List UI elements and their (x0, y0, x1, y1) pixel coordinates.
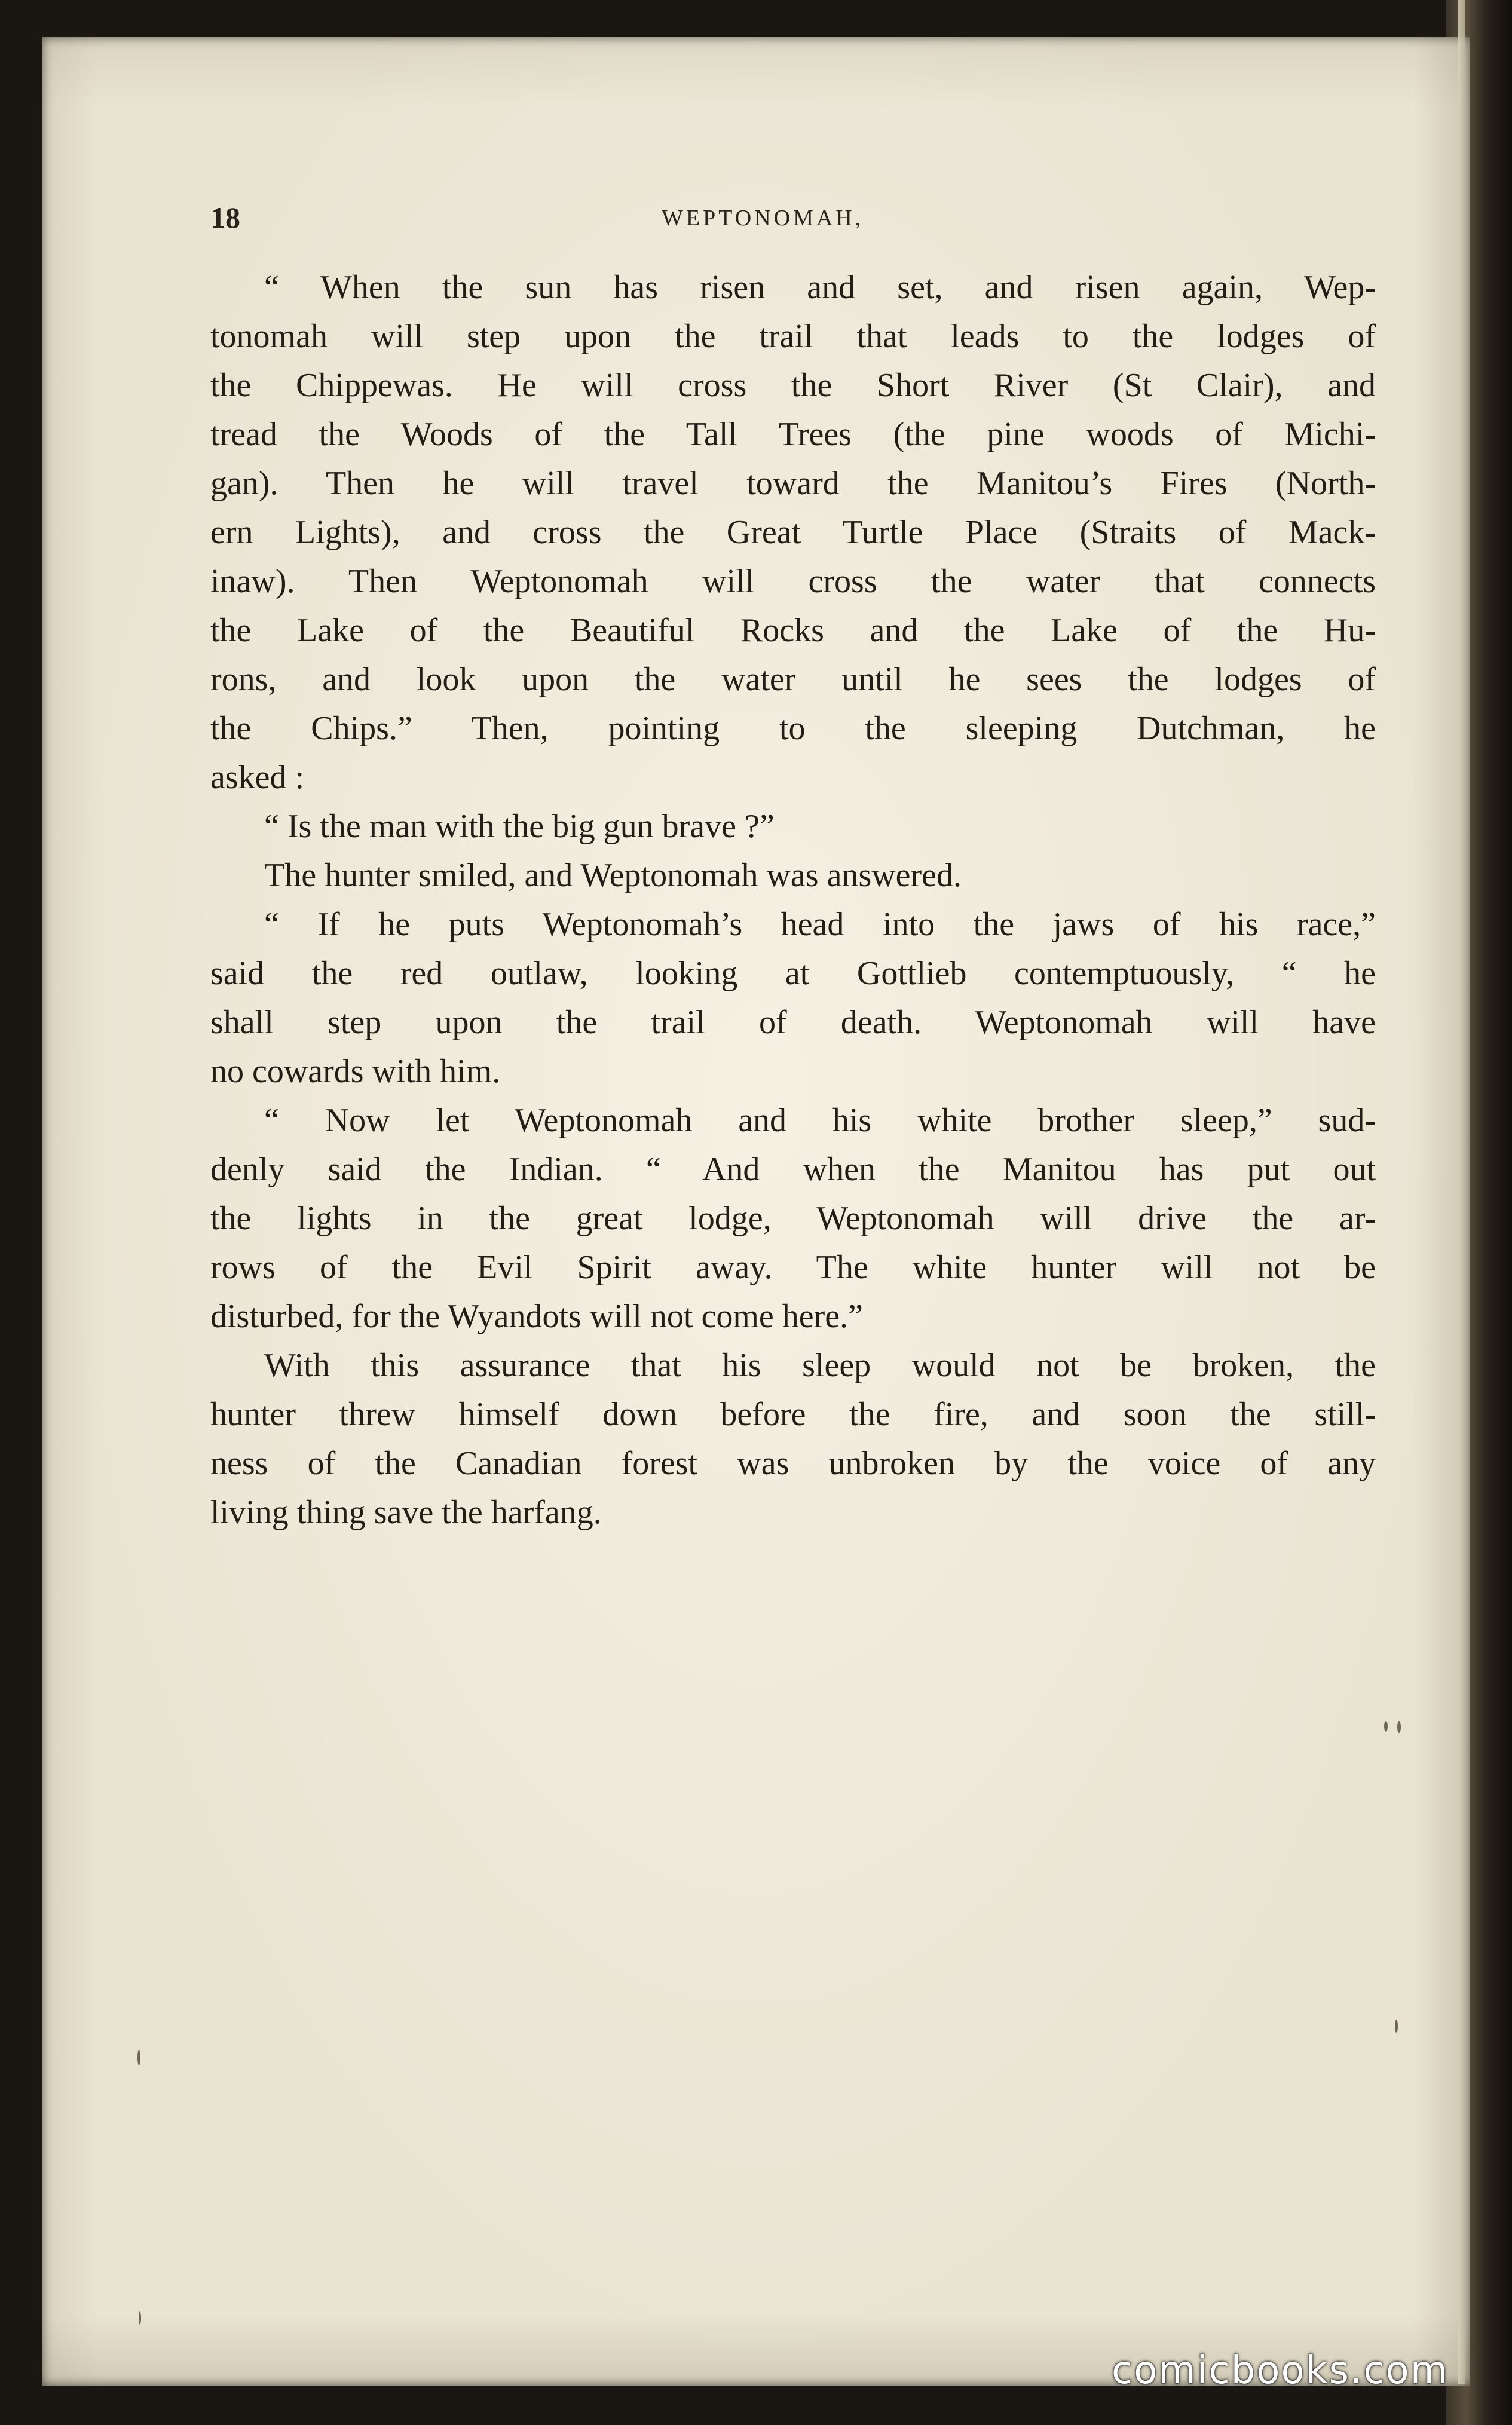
text-line: “ Now let Weptonomah and his white brother sleep,” sud- (264, 1102, 1376, 1139)
body-text (210, 263, 1376, 1537)
text-line: living thing save the harfang. (210, 1494, 602, 1531)
paper-speck (1397, 1721, 1401, 1733)
text-line: no cowards with him. (210, 1053, 501, 1090)
text-line: the Lake of the Beautiful Rocks and the Lake of the Hu- (210, 612, 1376, 649)
text-line: “ If he puts Weptonomah’s head into the jaws of his race,” (264, 906, 1376, 943)
text-line: “ When the sun has risen and set, and risen again, Wep- (264, 269, 1376, 306)
text-line: the Chips.” Then, pointing to the sleeping Dutchman, he (210, 710, 1376, 747)
text-line: said the red outlaw, looking at Gottlieb contemptuously, “ he (210, 955, 1376, 992)
text-line: The hunter smiled, and Weptonomah was answered. (264, 857, 962, 894)
page-number: 18 (210, 201, 240, 234)
text-line: ern Lights), and cross the Great Turtle Place (Straits of Mack- (210, 514, 1376, 551)
text-line: asked : (210, 759, 305, 796)
text-line: the lights in the great lodge, Weptonomah will drive the ar- (210, 1200, 1376, 1237)
text-line: hunter threw himself down before the fire, and soon the still- (210, 1396, 1376, 1433)
text-line: the Chippewas. He will cross the Short River (St Clair), and (210, 367, 1376, 404)
paper-speck (139, 2311, 141, 2325)
text-line: tread the Woods of the Tall Trees (the pine woods of Michi- (210, 416, 1376, 453)
watermark: comicbooks.com (1112, 2349, 1449, 2393)
text-line: disturbed, for the Wyandots will not come here.” (210, 1298, 863, 1335)
paper-speck (1395, 2020, 1398, 2033)
text-line: inaw). Then Weptonomah will cross the water that connects (210, 563, 1376, 600)
running-head: WEPTONOMAH, (662, 206, 864, 231)
text-line: rons, and look upon the water until he sees the lodges of (210, 661, 1376, 698)
text-line: tonomah will step upon the trail that leads to the lodges of (210, 318, 1376, 355)
text-line: shall step upon the trail of death. Weptonomah will have (210, 1004, 1376, 1041)
text-line: gan). Then he will travel toward the Manitou’s Fires (North- (210, 465, 1376, 502)
text-line: rows of the Evil Spirit away. The white hunter will not be (210, 1249, 1376, 1286)
page-header (210, 200, 1376, 236)
text-line: “ Is the man with the big gun brave ?” (264, 808, 775, 845)
paper-speck (137, 2050, 140, 2065)
text-line: denly said the Indian. “ And when the Manitou has put out (210, 1151, 1376, 1188)
paper-speck (1384, 1721, 1388, 1732)
page-edge (1458, 0, 1465, 2384)
text-line: With this assurance that his sleep would not be broken, the (264, 1347, 1376, 1384)
text-line: ness of the Canadian forest was unbroken by the voice of any (210, 1445, 1376, 1482)
